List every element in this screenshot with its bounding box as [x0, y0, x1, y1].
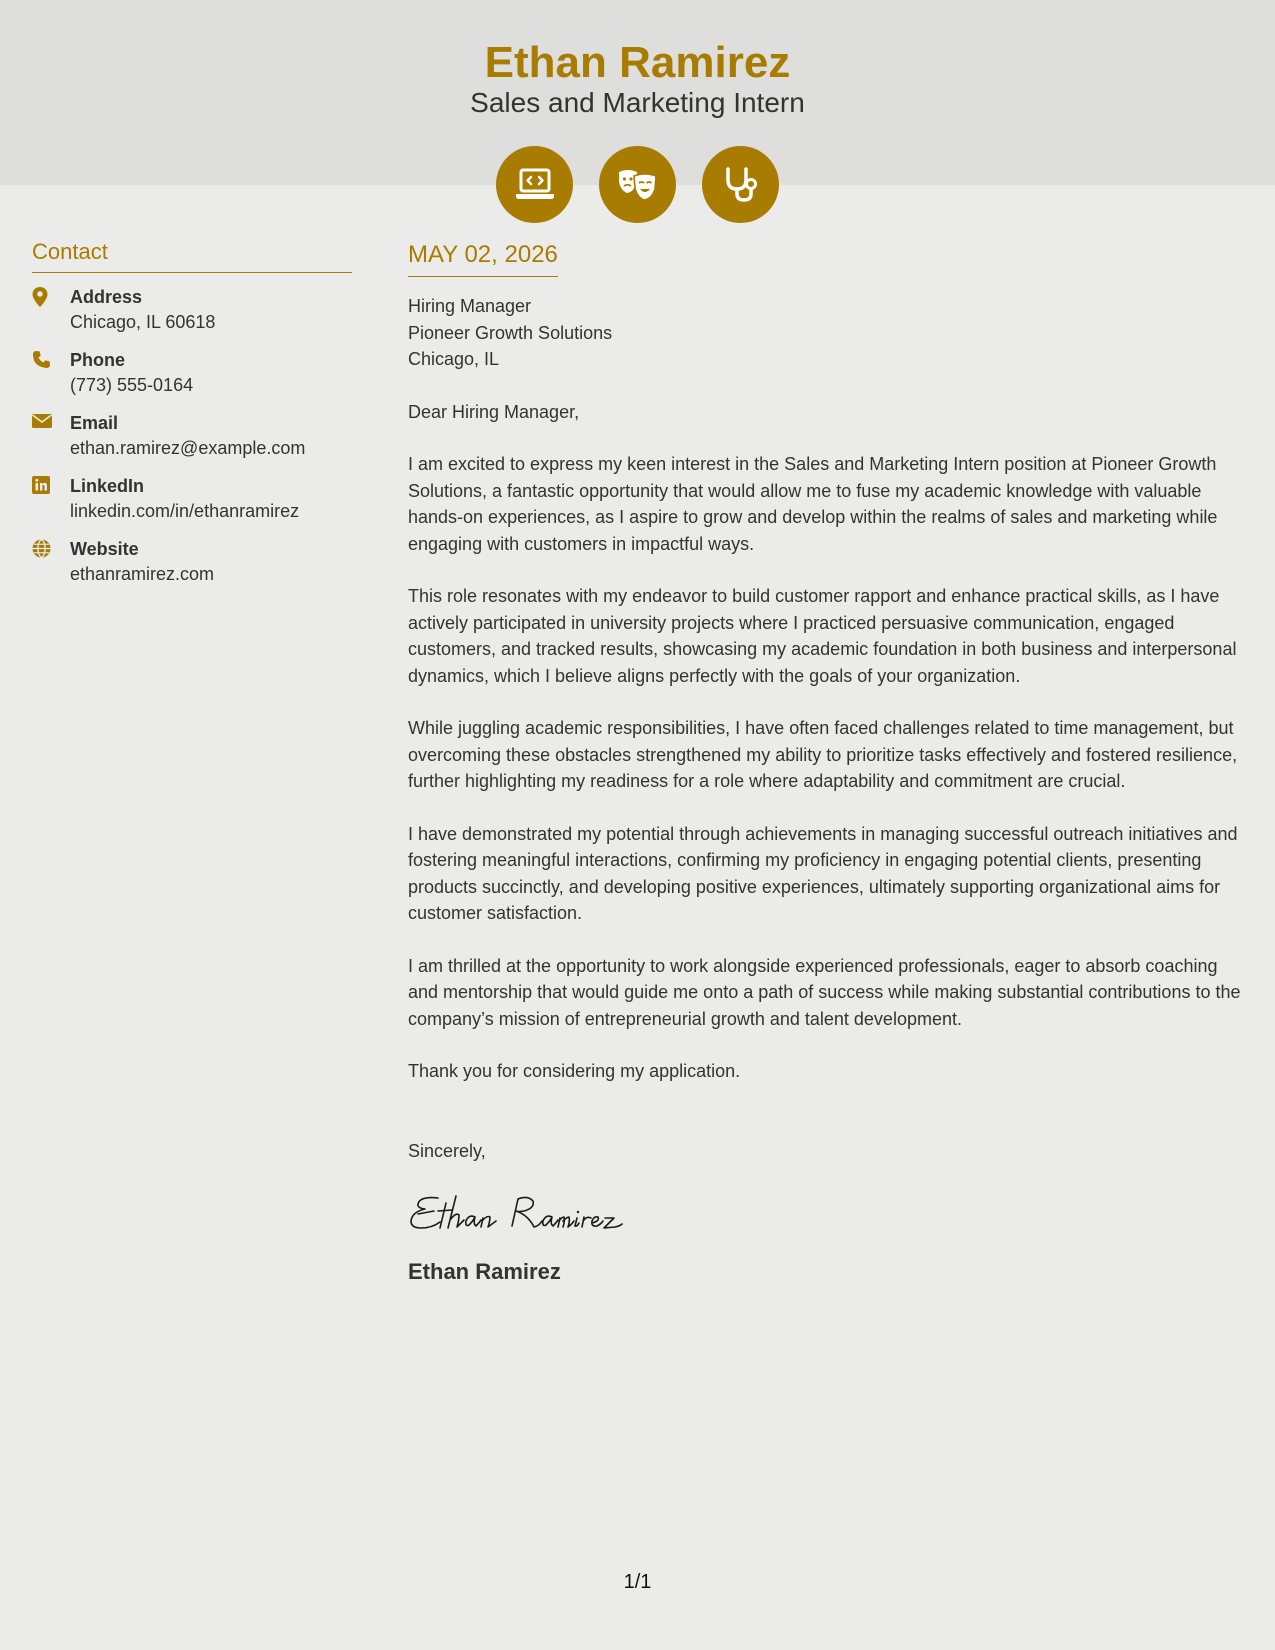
linkedin-value: linkedin.com/in/ethanramirez [70, 501, 300, 521]
contact-item-website [32, 537, 352, 587]
recipient-line: Chicago, IL [408, 349, 500, 369]
address-value: Chicago, IL 60618 [70, 312, 216, 332]
linkedin-icon [32, 474, 70, 524]
phone-value: (773) 555-0164 [70, 375, 194, 395]
applicant-title: Sales and Marketing Intern [470, 87, 805, 118]
contact-label: Address [70, 287, 143, 307]
body-paragraph: I am thrilled at the opportunity to work alongside experienced professionals, eager to absorb coaching and mentorship that would guide me onto a path of success while making substantial contributions to the company’s mission of entrepreneurial growth and talent development. [408, 955, 1241, 1029]
contact-item-linkedin [32, 474, 352, 524]
applicant-name: Ethan Ramirez [484, 38, 791, 87]
email-value: ethan.ramirez@example.com [70, 438, 306, 458]
envelope-icon [32, 411, 70, 461]
body-paragraph: I am excited to express my keen interest in the Sales and Marketing Intern position at Pioneer Growth Solutions, a fantastic opportunity that would allow me to fuse my academic knowledge with valuable hands-on experiences, as I aspire to grow and develop within the realms of sales and marketing while engaging with customers in impactful ways. [408, 454, 1218, 554]
body-paragraph: While juggling academic responsibilities, I have often faced challenges related to time management, but overcoming these obstacles strengthened my ability to prioritize tasks effectively and fostered resilience, further highlighting my readiness for a role where adaptability and commitment are crucial. [408, 718, 1238, 791]
contact-heading: Contact [32, 238, 352, 273]
contact-list [32, 285, 352, 587]
closing: Sincerely, [408, 1140, 486, 1161]
handwritten-signature [408, 1190, 1248, 1240]
body-paragraph: I have demonstrated my potential through achievements in managing successful outreach initiatives and fostering meaningful interactions, confirming my proficiency in engaging potential clients, presenting products succinctly, and developing positive experiences, ultimately supporting organizational aims for customer satisfaction. [408, 823, 1238, 923]
page-number: 1/1 [623, 1571, 652, 1593]
contact-label: Website [70, 539, 139, 559]
contact-item-address [32, 285, 352, 335]
recipient-block [408, 293, 1248, 373]
website-value: ethanramirez.com [70, 564, 215, 584]
letter-date: MAY 02, 2026 [408, 240, 558, 277]
body-paragraph: This role resonates with my endeavor to build customer rapport and enhance practical skills, as I have actively participated in university projects where I practiced persuasive communication, engaged customers, and tracked results, showcasing my academic foundation in both business and interpersonal dynamics, which I believe aligns perfectly with the goals of your organization. [408, 586, 1237, 686]
contact-label: Email [70, 413, 119, 433]
salutation: Dear Hiring Manager, [408, 401, 580, 422]
phone-icon [32, 348, 70, 398]
signed-name: Ethan Ramirez [408, 1259, 561, 1284]
map-marker-icon [32, 285, 70, 335]
contact-label: LinkedIn [70, 476, 145, 496]
laptop-code-icon [496, 146, 573, 223]
interest-icons [0, 146, 1275, 223]
letter-body [408, 240, 1248, 1286]
theater-masks-icon [599, 146, 676, 223]
stethoscope-icon [702, 146, 779, 223]
contact-sidebar [32, 238, 352, 600]
recipient-line: Pioneer Growth Solutions [408, 322, 613, 343]
contact-label: Phone [70, 350, 126, 370]
contact-item-email [32, 411, 352, 461]
contact-item-phone [32, 348, 352, 398]
globe-icon [32, 537, 70, 587]
body-paragraph: Thank you for considering my application. [408, 1061, 741, 1081]
recipient-line: Hiring Manager [408, 296, 532, 316]
